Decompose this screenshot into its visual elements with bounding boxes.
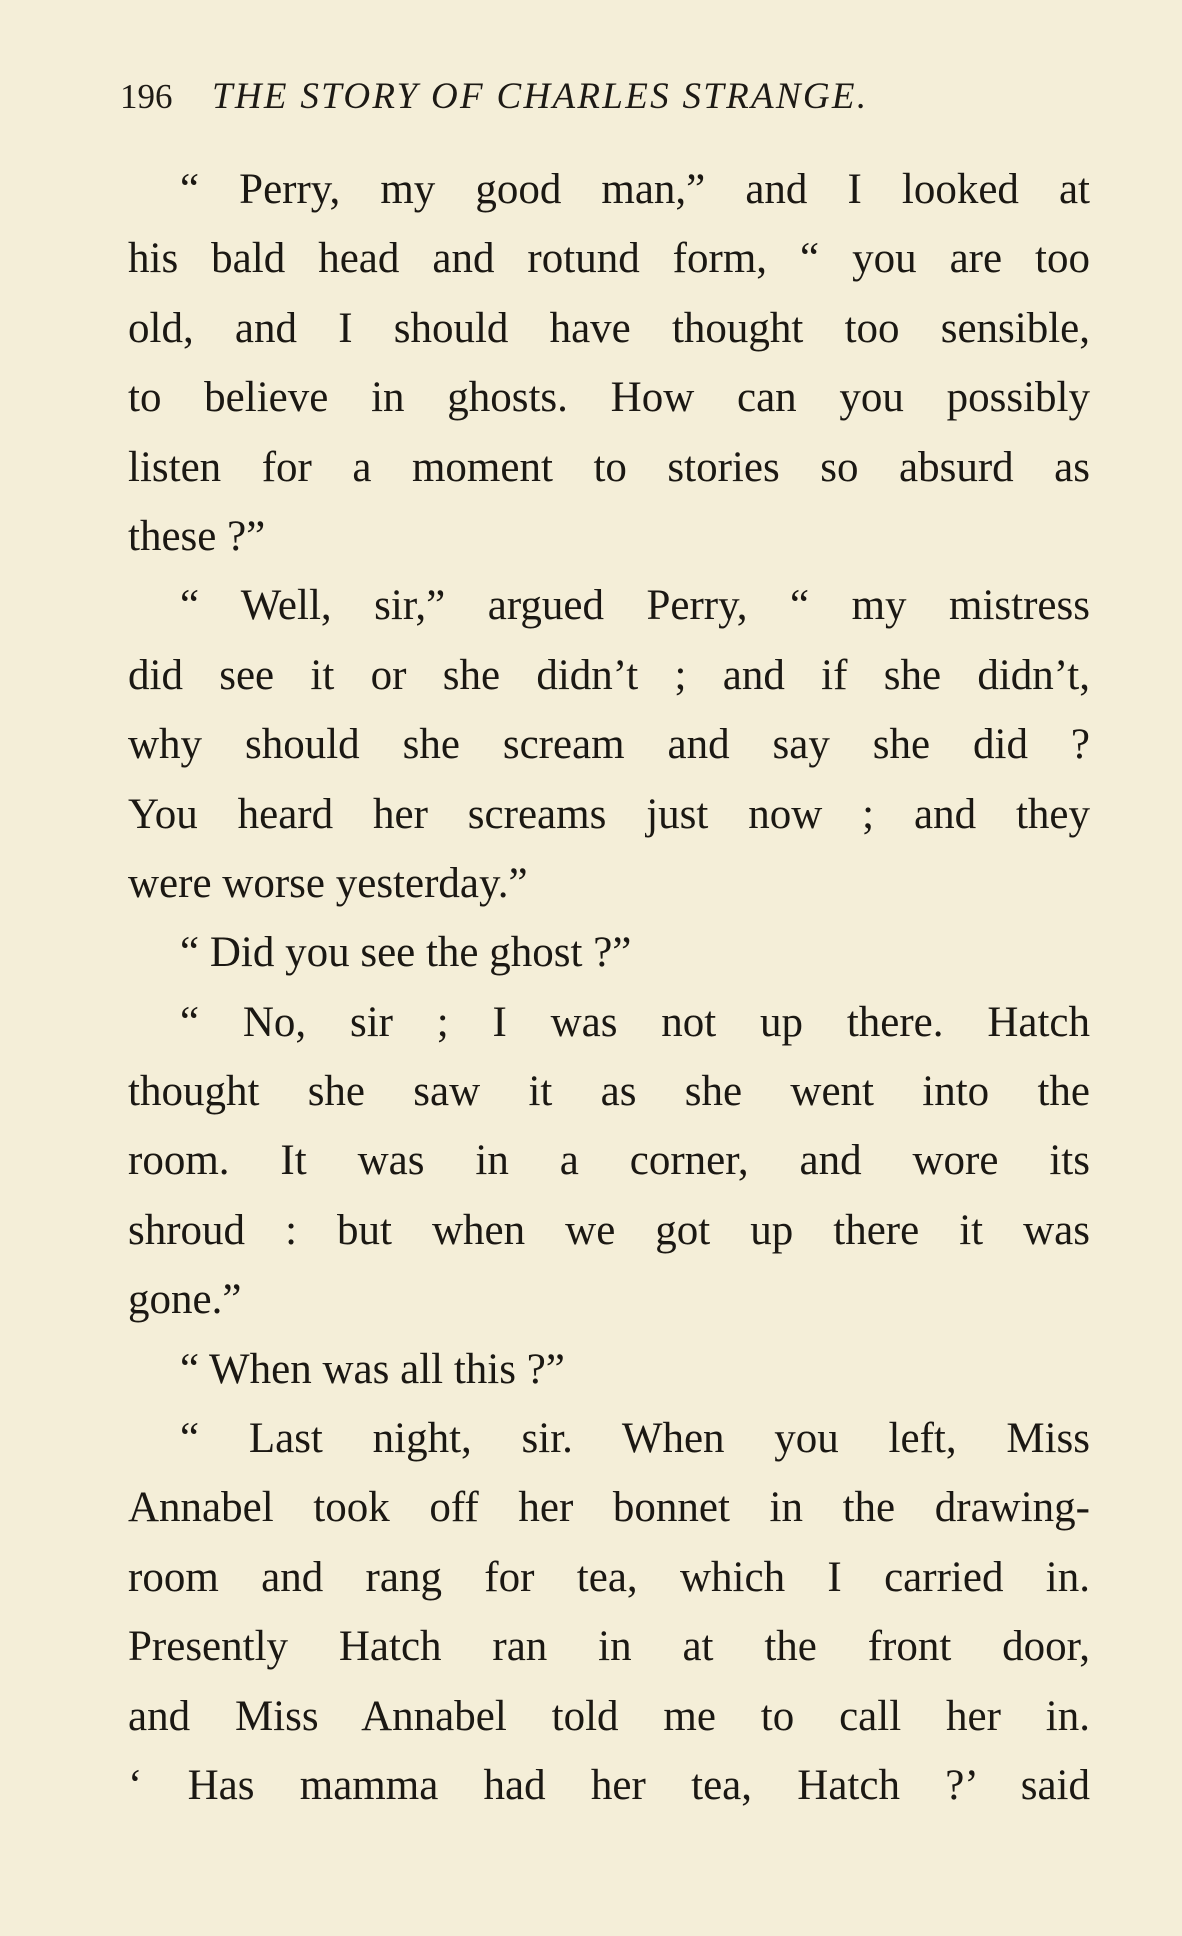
text-line: old, and I should have thought too sensible, [128,304,1090,352]
body-text [128,155,1090,1820]
text-line: thought she saw it as she went into the [128,1068,1090,1116]
text-line: shroud : but when we got up there it was [128,1206,1090,1254]
running-title: THE STORY OF CHARLES STRANGE. [212,76,869,117]
text-line: his bald head and rotund form, “ you are too [128,235,1090,283]
text-line: “ When was all this ?” [180,1345,565,1393]
text-line: these ?” [128,512,266,560]
text-line: did see it or she didn’t ; and if she didn’t, [128,651,1090,699]
text-line: room. It was in a corner, and wore its [128,1137,1090,1185]
text-line: Annabel took off her bonnet in the drawing- [128,1484,1090,1532]
text-line: Presently Hatch ran in at the front door, [128,1623,1090,1671]
text-line: “ Well, sir,” argued Perry, “ my mistress [180,582,1090,630]
text-line: were worse yesterday.” [128,859,528,907]
text-line: room and rang for tea, which I carried in. [128,1553,1090,1601]
text-line: You heard her screams just now ; and they [128,790,1090,838]
text-line: ‘ Has mamma had her tea, Hatch ?’ said [128,1761,1090,1809]
text-line: to believe in ghosts. How can you possibly [128,374,1090,422]
page-number: 196 [120,77,173,116]
text-line: and Miss Annabel told me to call her in. [128,1692,1090,1740]
text-line: gone.” [128,1276,242,1324]
text-line: listen for a moment to stories so absurd as [128,443,1090,491]
text-line: “ Last night, sir. When you left, Miss [180,1415,1090,1463]
text-line: “ No, sir ; I was not up there. Hatch [180,998,1090,1046]
page-header [120,72,1080,122]
text-line: “ Perry, my good man,” and I looked at [180,166,1090,213]
text-line: “ Did you see the ghost ?” [180,929,632,977]
text-line: why should she scream and say she did ? [128,721,1090,769]
